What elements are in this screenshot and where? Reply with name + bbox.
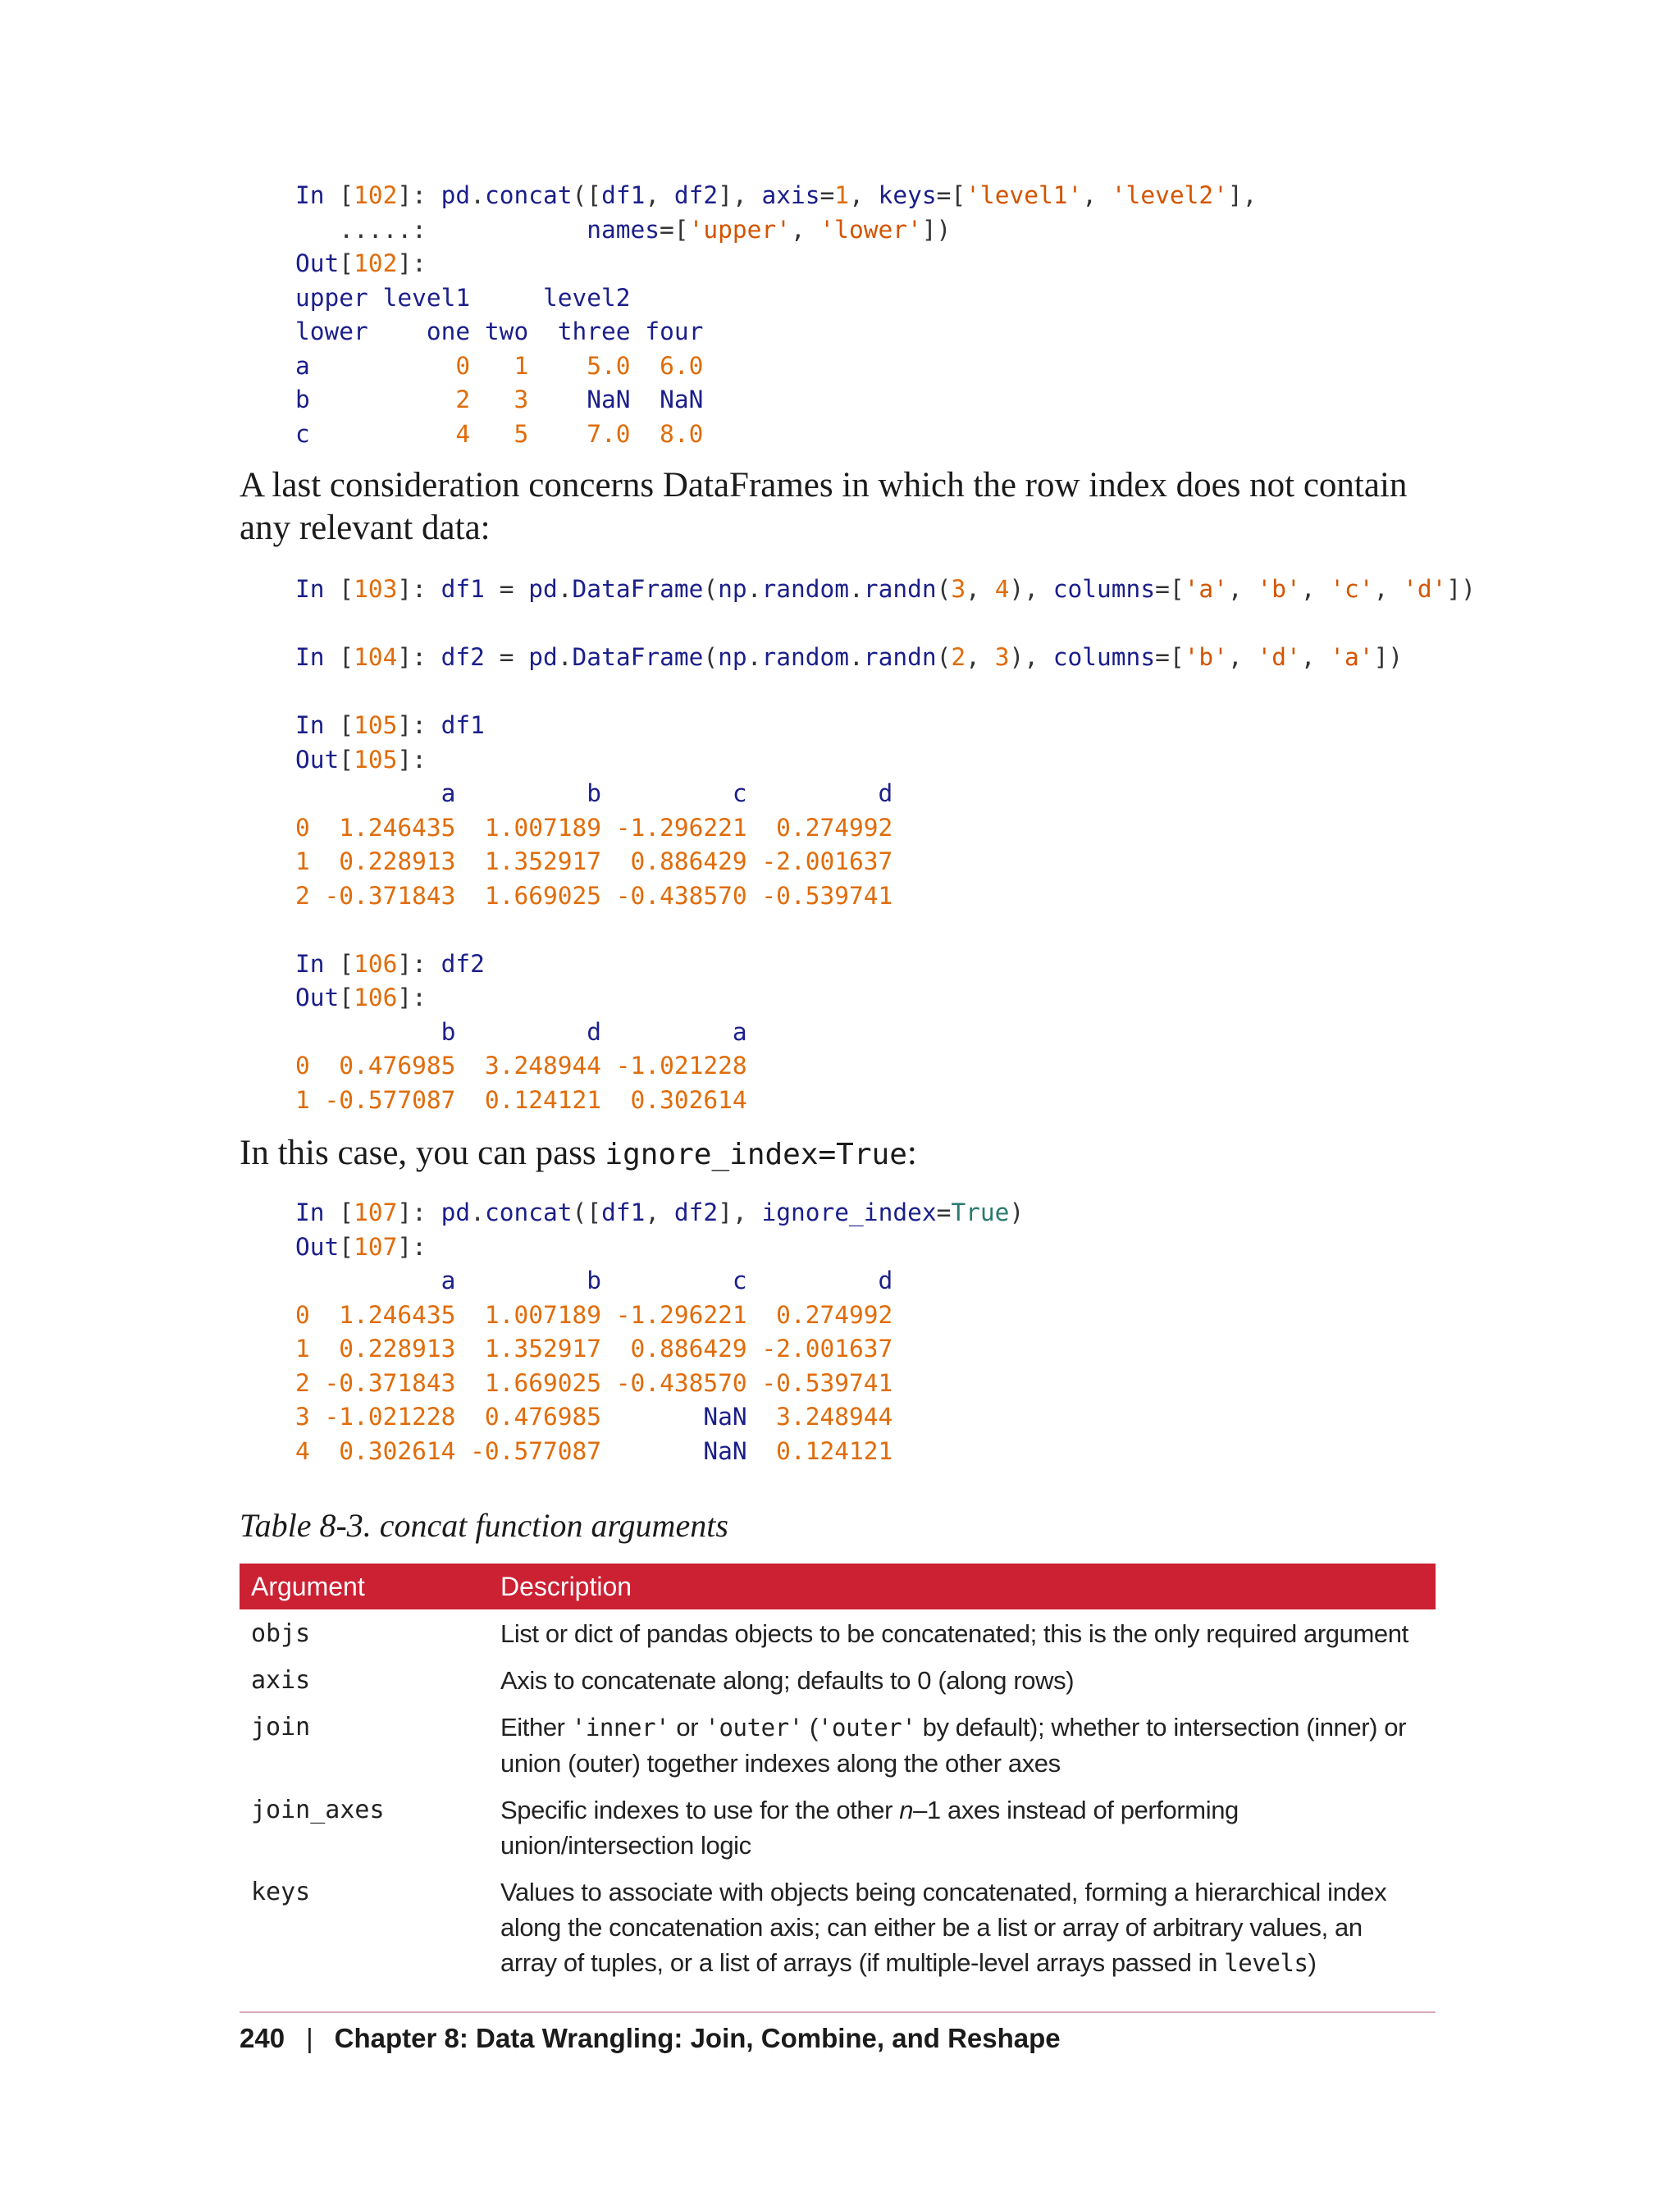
table-header-row bbox=[240, 1564, 1436, 1609]
header-argument: Argument bbox=[240, 1564, 489, 1609]
chapter-title: Chapter 8: Data Wrangling: Join, Combine, and Reshape bbox=[334, 2023, 1061, 2053]
arg-name: axis bbox=[251, 1666, 311, 1695]
code-block-concat-keys-names: In [102]: pd.concat([df1, df2], axis=1, keys=['level1', 'level2'], .....: names=['upper', 'lower']) Out[102]: upper level1 level2 lower one two three four a 0 1 5.0 6.0 b 2 3 NaN NaN c 4 5 7.0 8.0 bbox=[295, 181, 1258, 448]
concat-arguments-table bbox=[240, 1564, 1436, 1986]
inline-code-ignore-index: ignore_index=True bbox=[605, 1138, 907, 1171]
code-block-df1-df2: In [103]: df1 = pd.DataFrame(np.random.randn(3, 4), columns=['a', 'b', 'c', 'd']) In [104]: df2 = pd.DataFrame(np.random.randn(2, 3), columns=['b', 'd', 'a']) In [105]: df1 Out[105]: a b c d 0 1.246435 1.007189 -1.296221 0.274992 1 0.228913 1.352917 0.886429 -2.001637 2 -0.371843 1.669025 -0.438570 -0.539741 In [106]: df2 Out[106]: b d a 0 0.476985 3.248944 -1.021228 1 -0.577087 0.124121 0.302614 bbox=[295, 575, 1476, 1114]
footer-divider bbox=[240, 2011, 1436, 2013]
header-description: Description bbox=[489, 1564, 1436, 1609]
arg-name: objs bbox=[251, 1619, 311, 1648]
arg-name: join bbox=[251, 1713, 311, 1742]
arg-description: Values to associate with objects being concatenated, forming a hierarchical index along the concatenation axis; can either be a list or array of arbitrary values, an array of tuples, or a list of arrays (if multiple-level arrays passed in levels) bbox=[500, 1878, 1387, 1977]
page-footer bbox=[240, 2023, 1061, 2054]
table-row bbox=[240, 1786, 1436, 1868]
arg-description: Axis to concatenate along; defaults to 0 (along rows) bbox=[500, 1666, 1075, 1695]
paragraph-ignore-index-intro: In this case, you can pass ignore_index=True: bbox=[240, 1134, 917, 1172]
paragraph-last-consideration: A last consideration concerns DataFrames in which the row index does not contain any relevant data: bbox=[240, 466, 1408, 547]
page-number: 240 bbox=[240, 2023, 285, 2053]
arg-name: join_axes bbox=[251, 1796, 385, 1824]
table-row bbox=[240, 1703, 1436, 1786]
arg-description: List or dict of pandas objects to be concatenated; this is the only required argument bbox=[500, 1619, 1408, 1648]
code-block-ignore-index: In [107]: pd.concat([df1, df2], ignore_index=True) Out[107]: a b c d 0 1.246435 1.007189 -1.296221 0.274992 1 0.228913 1.352917 0.886429 -2.001637 2 -0.371843 1.669025 -0.438570 -0.539741 3 -1.021228 0.476985 NaN 3.248944 4 0.302614 -0.577087 NaN 0.124121 bbox=[295, 1198, 1025, 1465]
table-row bbox=[240, 1609, 1436, 1656]
arg-description: Either 'inner' or 'outer' ('outer' by default); whether to intersection (inner) or union (outer) together indexes along the other axes bbox=[500, 1713, 1407, 1778]
table-row bbox=[240, 1656, 1436, 1703]
arg-description: Specific indexes to use for the other n–1 axes instead of performing union/intersection logic bbox=[500, 1796, 1239, 1860]
table-row bbox=[240, 1868, 1436, 1986]
footer-separator: | bbox=[306, 2023, 313, 2053]
arg-name: keys bbox=[251, 1878, 311, 1906]
table-caption: Table 8-3. concat function arguments bbox=[240, 1507, 728, 1544]
